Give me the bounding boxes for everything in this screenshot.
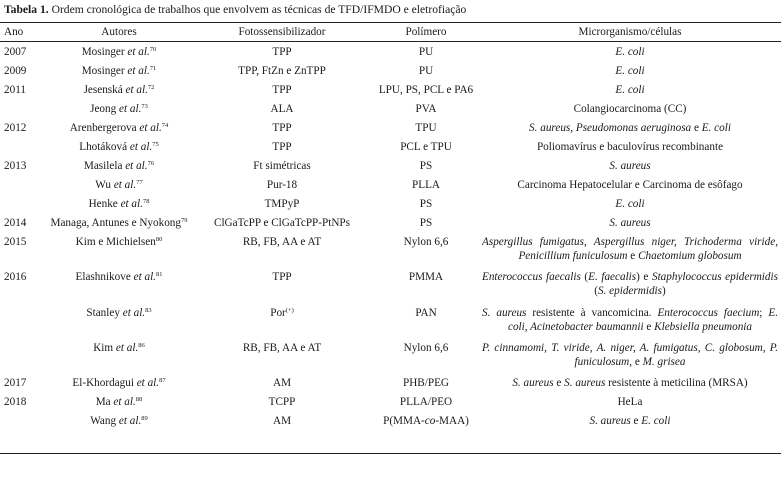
cell-year: 2013 <box>4 160 27 172</box>
cell-microorganism <box>482 412 778 429</box>
cell-authors <box>44 214 194 231</box>
cell-year <box>4 304 44 307</box>
micro-run: e <box>691 122 702 134</box>
cell-polymer <box>370 412 482 429</box>
reference-number: 87 <box>159 377 166 384</box>
micro-run: Enterococcus faecalis <box>482 271 581 283</box>
poly-run: PLLA <box>412 179 440 191</box>
micro-run: P. cinnamomi, T. viride, A. niger, A. fumigatus, C. globosum, P. funiculosum, <box>482 342 778 368</box>
author-etal: et al. <box>127 46 150 58</box>
poly-run: PHB/PEG <box>402 377 449 389</box>
author-name: Mosinger <box>81 65 125 77</box>
micro-run: E. coli <box>615 65 645 77</box>
cell-photosensitizer <box>194 119 370 136</box>
author-name: Wu <box>95 179 112 191</box>
cell-microorganism <box>482 233 778 263</box>
reference-number: 75 <box>152 141 159 148</box>
cell-polymer <box>370 43 482 60</box>
cell-microorganism <box>482 214 778 231</box>
cell-polymer <box>370 157 482 174</box>
poly-run: Nylon 6,6 <box>403 342 449 354</box>
cell-photosensitizer <box>194 304 370 321</box>
reference-number: 74 <box>161 122 169 129</box>
author-name: Jesenská <box>83 84 123 96</box>
cell-photosensitizer <box>194 157 370 174</box>
micro-run: e <box>630 415 642 427</box>
photosensitizer-name: TPP <box>272 271 292 283</box>
cell-polymer <box>370 100 482 117</box>
poly-run: PLLA/PEO <box>399 396 453 408</box>
author-name: Kim e Michielsen <box>75 236 156 248</box>
micro-run: Klebsiella pneumonia <box>654 320 753 333</box>
photosensitizer-name: RB, FB, AA e AT <box>242 236 322 248</box>
reference-number: 79 <box>181 217 188 224</box>
cell-year <box>4 100 44 103</box>
micro-run: e <box>643 320 655 333</box>
caption-text: Ordem cronológica de trabalhos que envolvem as técnicas de TFD/IFMDO e eletrofiação <box>51 3 467 16</box>
table-header <box>0 23 781 41</box>
cell-year: 2011 <box>4 84 26 96</box>
micro-run: resistente à meticilina (MRSA) <box>605 377 748 389</box>
cell-authors <box>44 43 194 60</box>
author-etal: et al. <box>120 198 143 210</box>
poly-run: PS <box>419 160 433 172</box>
author-name: Managa, Antunes e Nyokong <box>50 217 181 229</box>
cell-year <box>4 195 44 198</box>
cell-photosensitizer <box>194 268 370 285</box>
cell-authors <box>44 393 194 410</box>
author-name: Mosinger <box>81 46 125 58</box>
author-etal: et al. <box>136 377 160 389</box>
micro-run: ; <box>759 307 769 319</box>
cell-year <box>4 138 44 141</box>
cell-authors <box>44 304 194 321</box>
poly-run: Nylon 6,6 <box>403 236 449 248</box>
cell-photosensitizer <box>194 62 370 79</box>
cell-authors <box>44 138 194 155</box>
cell-photosensitizer <box>194 100 370 117</box>
cell-authors <box>44 233 194 250</box>
cell-microorganism <box>482 62 778 79</box>
cell-authors <box>44 195 194 212</box>
micro-run: Poliomavírus e baculovírus recombinante <box>536 141 724 153</box>
micro-run: ( <box>580 271 589 283</box>
header-rule <box>0 41 781 42</box>
author-name: Lhotáková <box>79 141 128 153</box>
reference-number: 72 <box>147 84 155 91</box>
cell-authors <box>44 176 194 193</box>
cell-year: 2007 <box>4 46 27 58</box>
cell-photosensitizer <box>194 176 370 193</box>
reference-number: 76 <box>147 160 155 167</box>
author-etal: et al. <box>129 141 153 153</box>
cell-microorganism <box>482 119 778 136</box>
author-name: El-Khordagui <box>72 377 134 389</box>
header-polymer: Polímero <box>405 26 447 38</box>
cell-polymer <box>370 268 482 285</box>
photosensitizer-name: TPP <box>272 46 292 58</box>
reference-number: 89 <box>141 415 148 422</box>
author-etal: et al. <box>139 122 162 134</box>
cell-polymer <box>370 176 482 193</box>
photosensitizer-name: ALA <box>270 103 294 115</box>
photosensitizer-name: Ft simétricas <box>253 160 311 172</box>
author-etal: et al. <box>122 307 146 319</box>
reference-number: 73 <box>141 103 148 110</box>
micro-run: S. aureus, Pseudomonas aeruginosa <box>529 122 692 134</box>
cell-year: 2017 <box>4 377 27 389</box>
header-microorganism: Microrganismo/células <box>578 26 682 38</box>
cell-year: 2015 <box>4 236 27 248</box>
cell-microorganism <box>482 43 778 60</box>
header-authors: Autores <box>101 26 137 38</box>
cell-photosensitizer <box>194 412 370 429</box>
cell-authors <box>44 412 194 429</box>
micro-run: HeLa <box>617 396 643 408</box>
reference-number: 78 <box>142 198 150 205</box>
cell-polymer <box>370 393 482 410</box>
author-etal: et al. <box>133 271 156 283</box>
reference-number: 83 <box>145 307 152 314</box>
cell-photosensitizer <box>194 214 370 231</box>
poly-run: P(MMA- <box>383 415 425 427</box>
cell-year: 2016 <box>4 271 27 283</box>
micro-run: E. coli <box>615 84 645 96</box>
micro-run: S. epidermidis <box>597 284 662 297</box>
cell-photosensitizer <box>194 81 370 98</box>
micro-run: Enterococcus faecium <box>657 307 760 319</box>
reference-number: 86 <box>138 342 145 349</box>
cell-microorganism <box>482 268 778 298</box>
author-etal: et al. <box>125 84 148 96</box>
micro-run: e <box>627 249 639 262</box>
micro-run: S. aureus <box>564 377 606 389</box>
micro-run: E. coli <box>615 46 645 58</box>
cell-microorganism <box>482 138 778 155</box>
cell-photosensitizer <box>194 374 370 391</box>
micro-run: S. aureus <box>512 377 554 389</box>
poly-run: PU <box>418 65 434 77</box>
photosensitizer-name: Por <box>270 307 286 319</box>
photosensitizer-name: AM <box>272 377 292 389</box>
micro-run: E. coli <box>701 122 731 134</box>
micro-run: M. grisea <box>642 355 686 368</box>
cell-polymer <box>370 138 482 155</box>
poly-run: PMMA <box>408 271 444 283</box>
author-etal: et al. <box>127 65 150 77</box>
cell-year <box>4 339 44 342</box>
photosensitizer-name: Pur-18 <box>266 179 298 191</box>
cell-authors <box>44 268 194 285</box>
cell-year: 2009 <box>4 65 27 77</box>
cell-polymer <box>370 195 482 212</box>
cell-photosensitizer <box>194 339 370 356</box>
cell-microorganism <box>482 339 778 369</box>
micro-run: E. coli <box>615 198 645 210</box>
cell-polymer <box>370 339 482 356</box>
micro-run: E. coli, Acinetobacter baumannii <box>507 307 779 333</box>
cell-microorganism <box>482 157 778 174</box>
author-etal: et al. <box>125 160 148 172</box>
cell-microorganism <box>482 195 778 212</box>
author-etal: et al. <box>113 396 136 408</box>
cell-authors <box>44 81 194 98</box>
photosensitizer-name: TCPP <box>268 396 296 408</box>
cell-polymer <box>370 214 482 231</box>
micro-run: resistente à vancomicina. <box>526 307 658 319</box>
author-name: Stanley <box>86 307 120 319</box>
cell-microorganism <box>482 393 778 410</box>
cell-authors <box>44 339 194 356</box>
cell-microorganism <box>482 304 778 334</box>
cell-year: 2014 <box>4 217 27 229</box>
header-year: Ano <box>4 26 24 38</box>
poly-run: PU <box>418 46 434 58</box>
author-name: Elashnikove <box>75 271 131 283</box>
poly-run: LPU, PS, PCL e PA6 <box>378 84 474 96</box>
cell-polymer <box>370 62 482 79</box>
cell-year: 2018 <box>4 396 27 408</box>
cell-year <box>4 176 44 179</box>
photosensitizer-name: TMPyP <box>264 198 300 210</box>
micro-run: Carcinoma Hepatocelular e Carcinoma de esôfago <box>517 179 743 191</box>
reference-number: 80 <box>155 236 163 243</box>
bottom-rule <box>0 453 781 454</box>
author-name: Masilela <box>83 160 123 172</box>
micro-run: ) e <box>636 271 652 283</box>
micro-run: ( <box>594 284 598 297</box>
table-caption <box>4 2 779 17</box>
author-name: Henke <box>88 198 118 210</box>
photosensitizer-name: AM <box>272 415 292 427</box>
reference-number: 77 <box>136 179 143 186</box>
cell-year <box>4 412 44 415</box>
author-etal: et al. <box>115 342 139 354</box>
cell-year: 2012 <box>4 122 27 134</box>
cell-photosensitizer <box>194 43 370 60</box>
author-name: Ma <box>95 396 111 408</box>
author-name: Jeong <box>90 103 117 115</box>
micro-run: S. aureus <box>482 307 527 319</box>
poly-run: PVA <box>415 103 437 115</box>
poly-run: co <box>424 415 436 427</box>
photosensitizer-name: RB, FB, AA e AT <box>242 342 322 354</box>
micro-run: Aspergillus fumigatus, Aspergillus niger, Trichoderma viride, Penicillium funiculosum <box>482 236 778 262</box>
author-name: Kim <box>93 342 114 354</box>
cell-microorganism <box>482 100 778 117</box>
micro-run: e <box>632 355 643 368</box>
cell-polymer <box>370 81 482 98</box>
caption-label: Tabela 1. <box>4 3 49 16</box>
cell-polymer <box>370 233 482 250</box>
cell-authors <box>44 62 194 79</box>
micro-run: S. aureus <box>609 217 651 229</box>
cell-microorganism <box>482 176 778 193</box>
photosensitizer-name: TPP <box>272 84 292 96</box>
photosensitizer-name: TPP <box>272 141 292 153</box>
cell-microorganism <box>482 374 778 391</box>
micro-run: E. coli <box>641 415 671 427</box>
micro-run: Colangiocarcinoma (CC) <box>573 103 687 115</box>
cell-polymer <box>370 119 482 136</box>
micro-run: e <box>553 377 565 389</box>
micro-run: E. faecalis <box>588 271 637 283</box>
poly-run: TPU <box>415 122 437 134</box>
cell-photosensitizer <box>194 195 370 212</box>
micro-run: S. aureus <box>589 415 631 427</box>
cell-photosensitizer <box>194 393 370 410</box>
poly-run: PCL e TPU <box>400 141 452 153</box>
cell-authors <box>44 374 194 391</box>
cell-photosensitizer <box>194 233 370 250</box>
micro-run: Chaetomium globosum <box>638 249 742 262</box>
poly-run: PS <box>419 217 433 229</box>
cell-authors <box>44 119 194 136</box>
cell-polymer <box>370 374 482 391</box>
author-name: Arenbergerova <box>69 122 137 134</box>
cell-authors <box>44 157 194 174</box>
photosensitizer-name: ClGaTcPP e ClGaTcPP-PtNPs <box>213 217 350 229</box>
micro-run: Staphylococcus epidermidis <box>651 271 778 283</box>
author-etal: et al. <box>113 179 137 191</box>
poly-run: PS <box>419 198 433 210</box>
cell-authors <box>44 100 194 117</box>
author-etal: et al. <box>119 103 142 115</box>
photosensitizer-name: TPP <box>272 122 292 134</box>
cell-microorganism <box>482 81 778 98</box>
photosensitizer-superscript: (+) <box>285 307 294 314</box>
micro-run: ) <box>662 284 666 297</box>
header-photosensitizer: Fotossensibilizador <box>238 26 326 38</box>
reference-number: 71 <box>149 65 157 72</box>
poly-run: -MAA) <box>435 415 469 427</box>
author-etal: et al. <box>118 415 142 427</box>
reference-number: 88 <box>135 396 143 403</box>
reference-number: 81 <box>155 271 163 278</box>
reference-number: 70 <box>149 46 157 53</box>
cell-polymer <box>370 304 482 321</box>
cell-photosensitizer <box>194 138 370 155</box>
photosensitizer-name: TPP, FtZn e ZnTPP <box>238 65 326 77</box>
author-name: Wang <box>90 415 117 427</box>
poly-run: PAN <box>415 307 437 319</box>
micro-run: S. aureus <box>609 160 651 172</box>
